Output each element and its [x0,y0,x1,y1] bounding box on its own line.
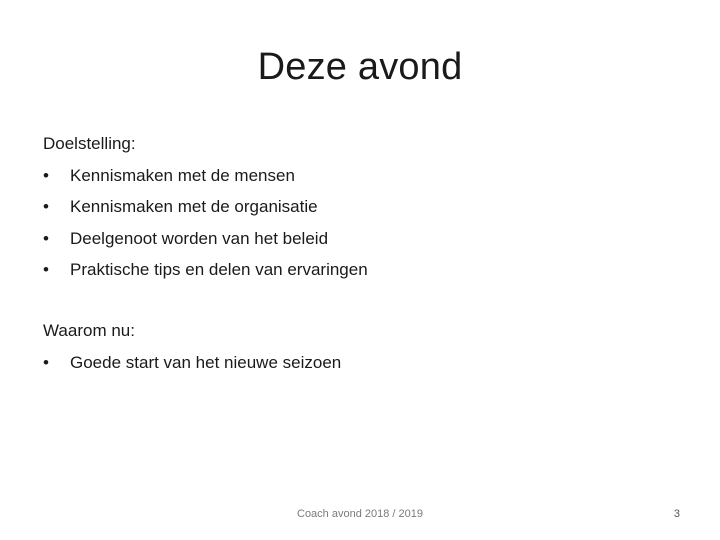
bullet-text: Goede start van het nieuwe seizoen [70,352,342,372]
footer-text: Coach avond 2018 / 2019 [297,508,423,520]
bullet-list-waarom [43,352,683,374]
bullet-item [43,196,683,218]
section-heading-waarom: Waarom nu: [43,321,135,340]
bullet-item [43,228,683,250]
bullet-item [43,165,683,187]
slide-body [43,130,683,374]
section-heading-doelstelling: Doelstelling: [43,134,136,153]
bullet-dot-icon: • [43,228,49,248]
page-number: 3 [673,508,680,520]
bullet-dot-icon: • [43,165,49,185]
bullet-text: Praktische tips en delen van ervaringen [70,260,368,279]
bullet-text: Deelgenoot worden van het beleid [70,228,329,248]
bullet-dot-icon: • [43,352,49,372]
slide-title: Deze avond [257,46,463,88]
bullet-text: Kennismaken met de organisatie [70,197,318,216]
bullet-item [43,352,683,374]
bullet-item [43,259,683,281]
bullet-dot-icon: • [43,260,49,279]
bullet-dot-icon: • [43,197,49,216]
bullet-list-doelstelling [43,165,683,282]
bullet-text: Kennismaken met de mensen [70,165,295,185]
